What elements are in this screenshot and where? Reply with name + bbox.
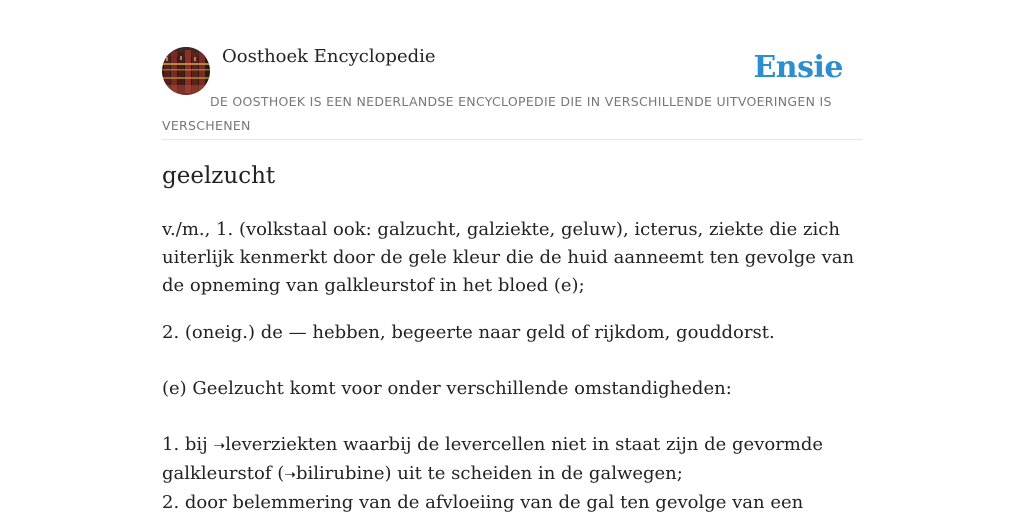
header-divider (162, 139, 862, 140)
arrow-right-icon: ➝ (284, 467, 296, 483)
cause-2: 2. door belemmering van de afvloeiing van de gal ten gevolge van een (162, 492, 804, 512)
encyclopedia-books-image (162, 47, 210, 95)
cause-1-middle: waarbij de levercellen niet in staat zijn de gevormde galkleurstof ( (162, 434, 824, 484)
definition-2: 2. (oneig.) de — hebben, begeerte naar geld of rijkdom, gouddorst. (162, 322, 775, 343)
site-avatar[interactable] (162, 47, 210, 95)
xref-leverziekten-link[interactable] (213, 434, 337, 455)
cause-1-prefix: 1. bij (162, 434, 214, 455)
cause-1-suffix: ) uit te scheiden in de galwegen; (384, 463, 683, 484)
ensie-logo-link[interactable]: Ensie (753, 50, 843, 85)
cause-list (162, 431, 862, 512)
section-intro: (e) Geelzucht komt voor onder verschillende omstandigheden: (162, 378, 732, 399)
xref-bilirubine-label: bilirubine (295, 463, 385, 484)
arrow-right-icon: ➝ (213, 438, 226, 454)
entry-title: geelzucht (162, 163, 276, 189)
xref-leverziekten-label: leverziekten (225, 434, 338, 455)
site-tagline: DE OOSTHOEK IS EEN NEDERLANDSE ENCYCLOPEDIE DIE IN VERSCHILLENDE UITVOERINGEN IS VERSCHENEN (162, 94, 832, 133)
definition-1: v./m., 1. (volkstaal ook: galzucht, galziekte, geluw), icterus, ziekte die zich uiterlijk kenmerkt door de gele kleur die de huid aanneemt ten gevolge van de opneming van galkleurstof in het bloed (e); (162, 219, 855, 296)
entry-content (162, 216, 862, 512)
xref-bilirubine-link[interactable] (284, 463, 384, 484)
site-name[interactable]: Oosthoek Encyclopedie (222, 46, 436, 67)
